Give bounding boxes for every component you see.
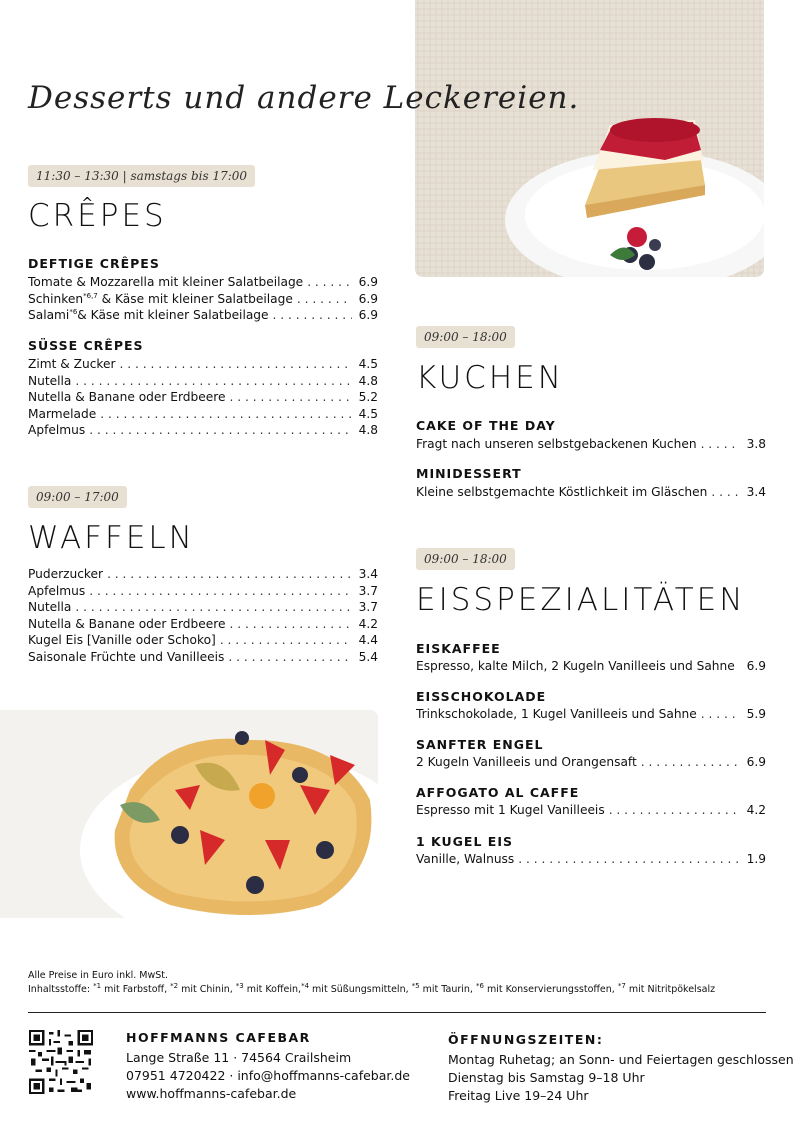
menu-item (416, 851, 766, 868)
item-price: 4.4 (358, 633, 378, 648)
website-link[interactable]: www.hoffmanns-cafebar.de (126, 1086, 297, 1101)
item-name: Kleine selbstgemachte Köstlichkeit im Gläschen (416, 485, 708, 499)
item-name: Tomate & Mozzarella mit kleiner Salatbeilage (28, 275, 304, 289)
cake-of-the-day-title: CAKE OF THE DAY (416, 418, 556, 433)
menu-item (28, 566, 378, 583)
item-price: 6.9 (746, 659, 766, 673)
item-name: Vanille, Walnuss (416, 852, 515, 866)
item-name: Zimt & Zucker (28, 357, 116, 371)
kugel-eis-title: 1 KUGEL EIS (416, 834, 513, 849)
item-price: 6.9 (358, 308, 378, 323)
menu-item (28, 649, 378, 666)
page-headline: Desserts und andere Leckereien. (28, 80, 580, 116)
menu-item (28, 274, 378, 291)
eiskaffee-title: EISKAFFEE (416, 641, 501, 656)
item-price: 5.9 (746, 707, 766, 721)
waffeln-list (28, 566, 378, 666)
suesse-crepes-list (28, 356, 378, 439)
sanfter-engel-title: SANFTER ENGEL (416, 737, 544, 752)
menu-item (416, 484, 766, 501)
hours-line: Dienstag bis Samstag 9–18 Uhr (448, 1070, 645, 1085)
item-price: 4.2 (746, 803, 766, 817)
menu-item (28, 616, 378, 633)
item-price: 5.4 (358, 649, 378, 664)
menu-item (416, 802, 766, 819)
menu-item (416, 436, 766, 453)
item-price: 4.8 (358, 373, 378, 388)
item-name: Apfelmus (28, 583, 86, 598)
item-price: 6.9 (358, 291, 378, 306)
item-price: 4.2 (358, 616, 378, 631)
cake-photo (415, 0, 764, 277)
cake-of-the-day-item (416, 436, 766, 453)
kuchen-time-tag: 09:00 – 18:00 (416, 326, 515, 348)
item-name: Apfelmus (28, 423, 86, 438)
item-name: 2 Kugeln Vanilleeis und Orangensaft (416, 755, 637, 769)
eis-time-tag: 09:00 – 18:00 (416, 548, 515, 570)
item-name: Saisonale Früchte und Vanilleeis (28, 649, 225, 664)
item-price: 4.5 (358, 357, 378, 371)
waffeln-time-tag: 09:00 – 17:00 (28, 486, 127, 508)
menu-item (28, 291, 378, 308)
menu-item (28, 307, 378, 324)
menu-item (28, 356, 378, 373)
menu-item (28, 389, 378, 406)
cafe-name: HOFFMANNS CAFEBAR (126, 1030, 311, 1045)
crepes-time-tag: 11:30 – 13:30 | samstags bis 17:00 (28, 165, 255, 187)
prices-note: Alle Preise in Euro inkl. MwSt. (28, 970, 169, 981)
hours-line: Montag Ruhetag; an Sonn- und Feiertagen geschlossen (448, 1052, 794, 1067)
item-name: Espresso, kalte Milch, 2 Kugeln Vanilleeis und Sahne (416, 659, 735, 673)
footer-notes (28, 969, 715, 997)
item-price: 3.7 (358, 583, 378, 598)
item-price: 1.9 (746, 852, 766, 866)
menu-item (28, 583, 378, 600)
item-name: Salami$^{*6}$& Käse mit kleiner Salatbeilage (28, 308, 269, 323)
item-name: Nutella (28, 373, 72, 388)
item-price: 4.5 (358, 406, 378, 421)
affogato-title: AFFOGATO AL CAFFE (416, 785, 580, 800)
item-name: Kugel Eis [Vanille oder Schoko] (28, 633, 216, 648)
menu-item (416, 658, 766, 675)
menu-item (28, 599, 378, 616)
deftige-crepes-title: DEFTIGE CRÊPES (28, 256, 160, 271)
menu-item (28, 422, 378, 439)
suesse-crepes-title: SÜSSE CRÊPES (28, 338, 144, 353)
footer-divider (28, 1012, 766, 1013)
item-price: 6.9 (746, 755, 766, 769)
eisschokolade-title: EISSCHOKOLADE (416, 689, 547, 704)
item-price: 4.8 (358, 423, 378, 438)
menu-item (28, 373, 378, 390)
item-name: Nutella (28, 600, 72, 615)
eis-title: EISSPEZIALITÄTEN (416, 582, 746, 618)
item-price: 5.2 (358, 390, 378, 405)
additives-note: Inhaltsstoffe: $^{*1}$ mit Farbstoff, $^{*2}$ mit Chinin, $^{*3}$ mit Koffein,$^{*4}$ mit Süßungsmitteln, $^{*5}$ mit Taurin, $^{*6}$ mit Konservierungsstoffen, $^{*7}$ mit Nitritpökelsalz (28, 981, 716, 995)
item-name: Nutella & Banane oder Erdbeere (28, 616, 226, 631)
item-price: 3.8 (746, 437, 766, 451)
crepes-title: CRÊPES (28, 198, 167, 234)
affogato-item (416, 802, 766, 819)
opening-hours (448, 1031, 794, 1105)
eisschokolade-item (416, 706, 766, 723)
item-name: Nutella & Banane oder Erdbeere (28, 390, 226, 405)
crepe-photo (0, 710, 378, 918)
kugel-eis-item (416, 851, 766, 868)
item-price: 3.4 (358, 567, 378, 581)
contact-line[interactable]: 07951 4720422 · info@hoffmanns-cafebar.de (126, 1068, 410, 1083)
menu-item (416, 706, 766, 723)
kuchen-title: KUCHEN (416, 360, 564, 396)
street-address: Lange Straße 11 · 74564 Crailsheim (126, 1050, 352, 1065)
menu-item (28, 632, 378, 649)
item-price: 6.9 (358, 275, 378, 289)
hours-line: Freitag Live 19–24 Uhr (448, 1088, 589, 1103)
item-name: Fragt nach unseren selbstgebackenen Kuchen (416, 437, 697, 451)
item-name: Schinken$^{*6,7}$ & Käse mit kleiner Salatbeilage (28, 291, 293, 306)
item-name: Espresso mit 1 Kugel Vanilleeis (416, 803, 605, 817)
menu-item (416, 754, 766, 771)
waffeln-title: WAFFELN (28, 520, 195, 556)
opening-hours-title: ÖFFNUNGSZEITEN: (448, 1032, 604, 1047)
minidessert-item (416, 484, 766, 501)
minidessert-title: MINIDESSERT (416, 466, 522, 481)
qr-code[interactable] (29, 1030, 93, 1094)
item-price: 3.4 (746, 485, 766, 499)
sanfter-engel-item (416, 754, 766, 771)
item-price: 3.7 (358, 600, 378, 615)
eiskaffee-item (416, 658, 766, 675)
item-name: Trinkschokolade, 1 Kugel Vanilleeis und Sahne (416, 707, 697, 721)
menu-item (28, 406, 378, 423)
item-name: Puderzucker (28, 567, 104, 581)
item-name: Marmelade (28, 406, 97, 421)
address-block (126, 1029, 410, 1103)
deftige-crepes-list (28, 274, 378, 324)
